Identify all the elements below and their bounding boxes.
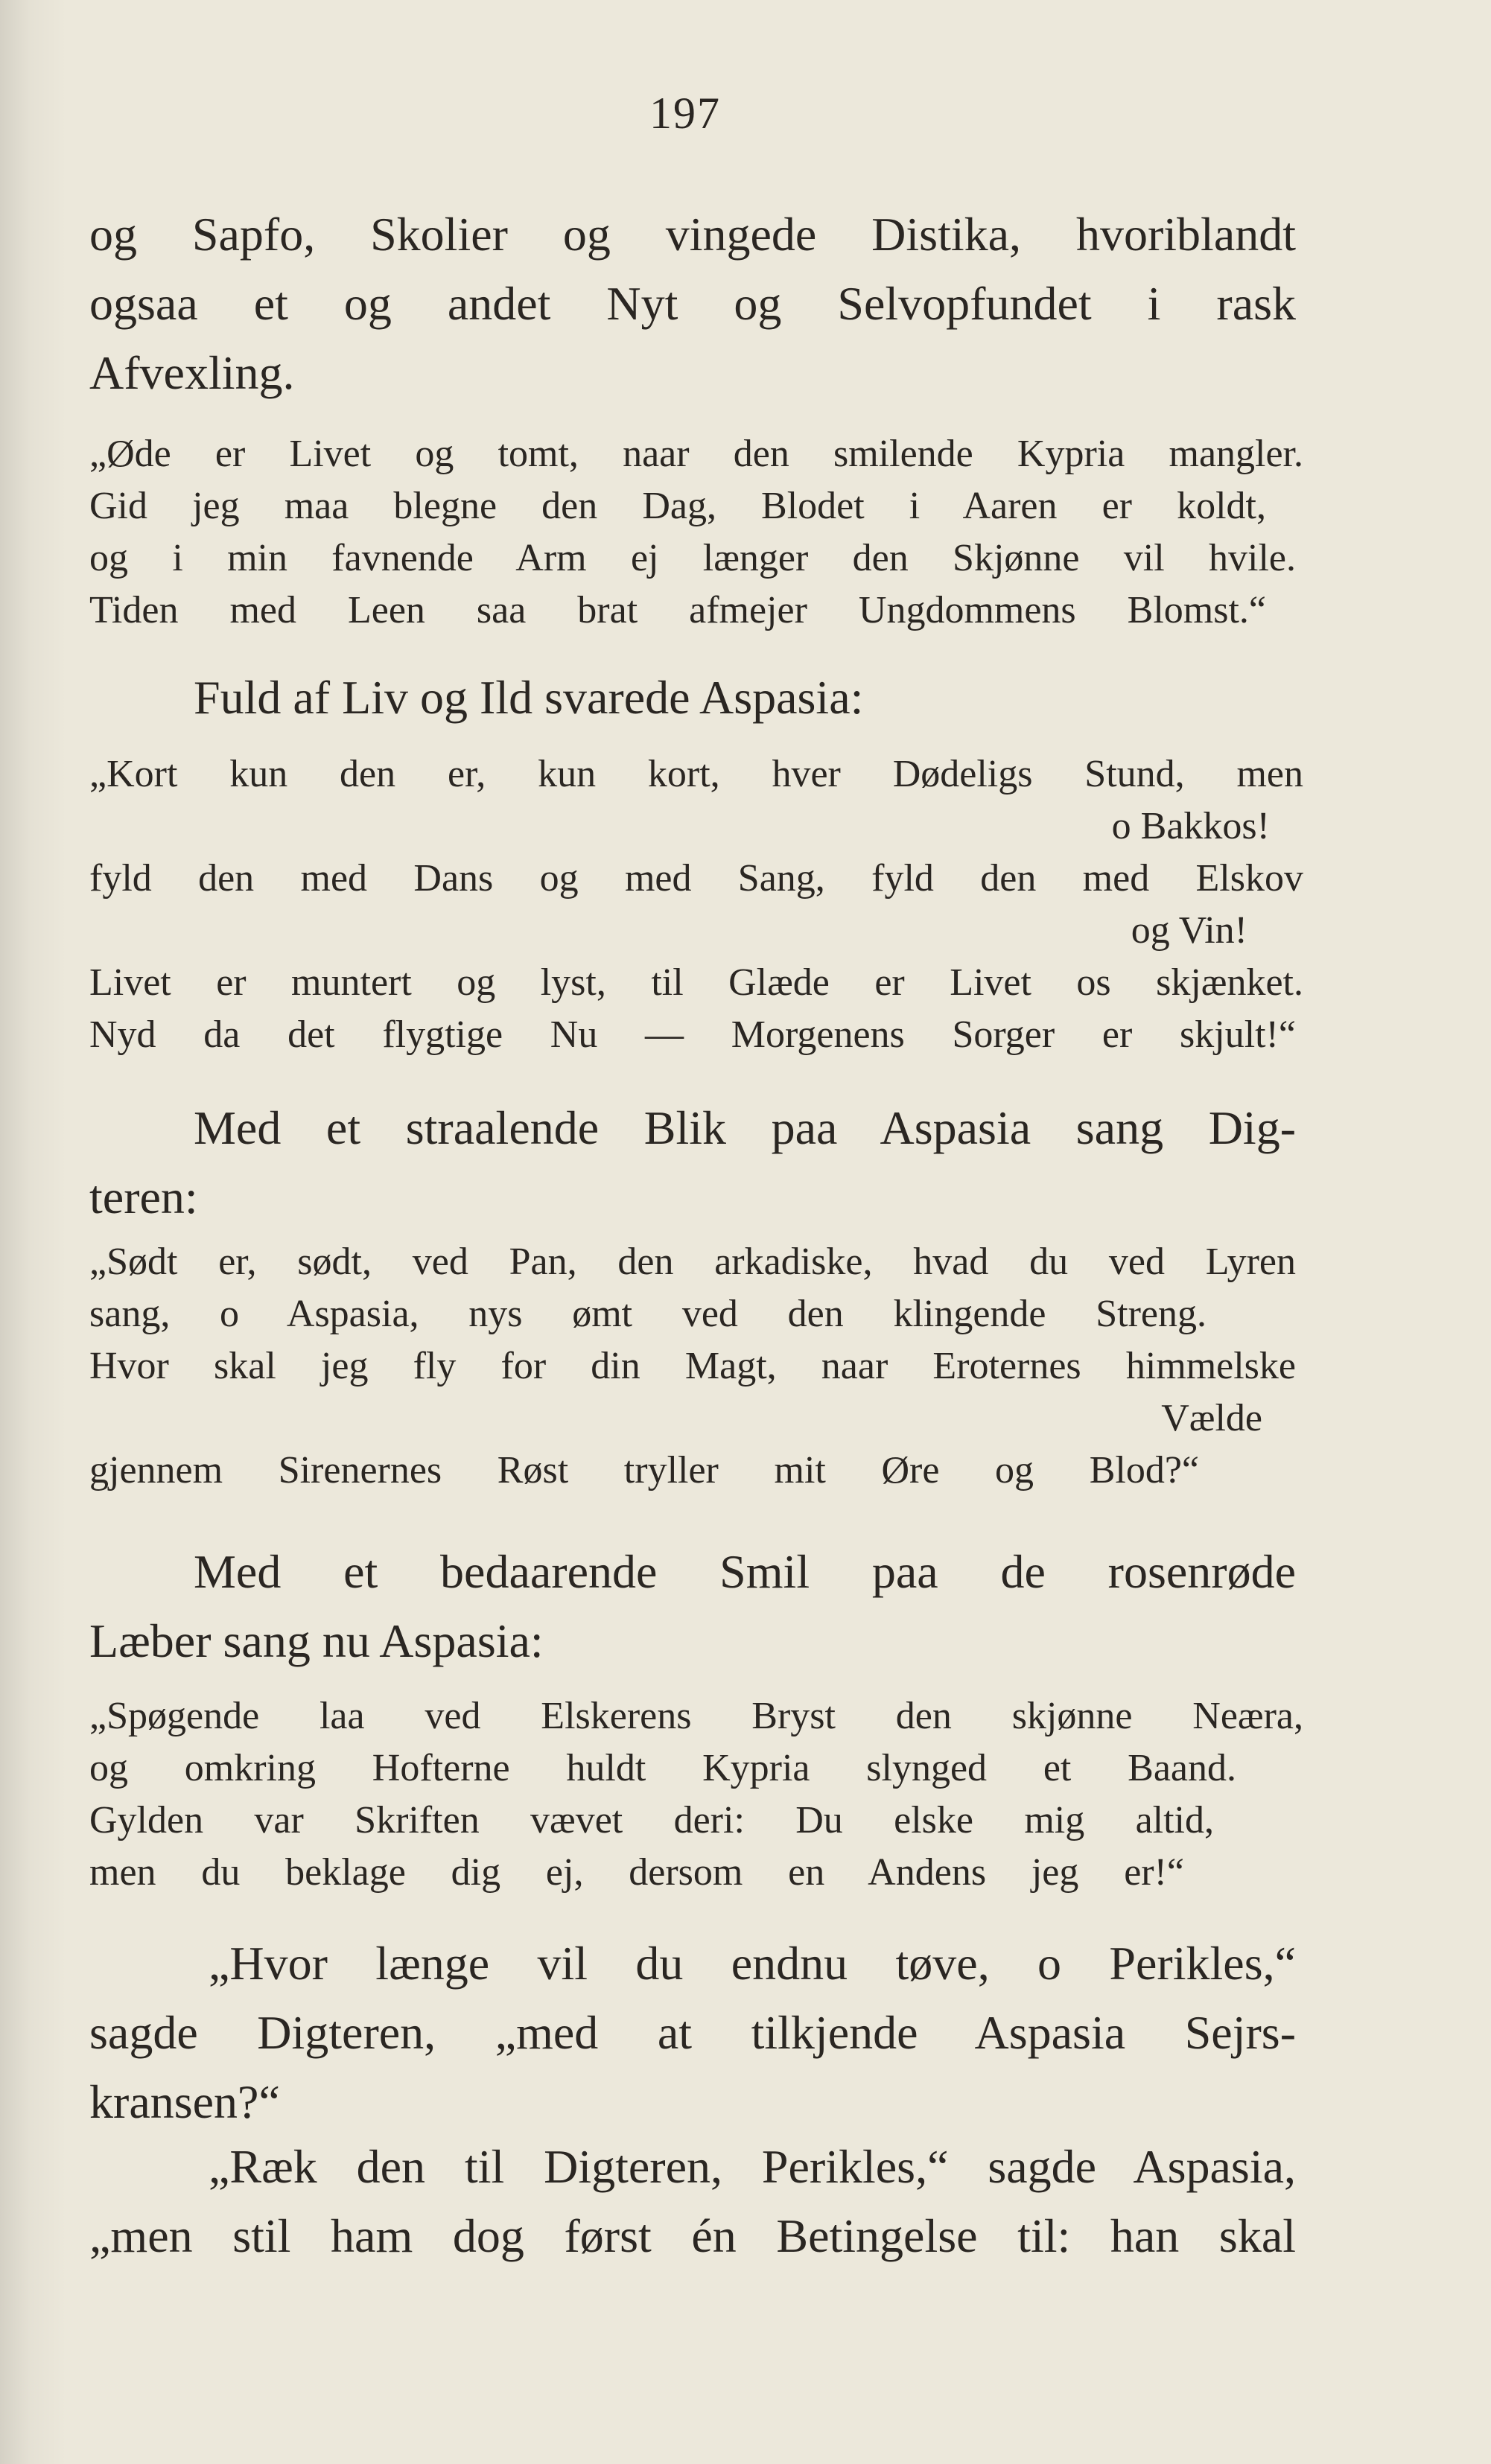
verse-line: „Sødt er, sødt, ved Pan, den arkadiske, hvad du ved Lyren — [89, 1241, 1296, 1283]
verse-line-continuation: og Vin! — [1131, 909, 1247, 952]
verse-line: gjennem Sirenernes Røst tryller mit Øre og Blod?“ — [89, 1449, 1199, 1492]
text-line: ogsaa et og andet Nyt og Selvopfundet i rask — [89, 277, 1296, 330]
text-line: „Ræk den til Digteren, Perikles,“ sagde Aspasia, — [209, 2140, 1296, 2193]
text-line: kransen?“ — [89, 2075, 280, 2128]
verse-1 — [89, 428, 1303, 637]
verse-line-continuation: o Bakkos! — [1111, 805, 1270, 847]
verse-line: men du beklage dig ej, dersom en Andens jeg er!“ — [89, 1851, 1184, 1894]
text-line: Med et straalende Blik paa Aspasia sang Dig- — [194, 1101, 1296, 1154]
text-line: Fuld af Liv og Ild svarede Aspasia: — [194, 671, 864, 724]
verse-line: Hvor skal jeg fly for din Magt, naar Eroternes himmelske — [89, 1345, 1296, 1387]
paragraph-5 — [89, 1929, 1296, 2136]
text-line: sagde Digteren, „med at tilkjende Aspasia Sejrs- — [89, 2006, 1296, 2059]
text-line: Med et bedaarende Smil paa de rosenrøde — [194, 1545, 1296, 1598]
verse-line: fyld den med Dans og med Sang, fyld den med Elskov — [89, 857, 1303, 900]
text-line: Læber sang nu Aspasia: — [89, 1614, 544, 1667]
text-line: Afvexling. — [89, 346, 295, 399]
text-line: „men stil ham dog først én Betingelse til: han skal — [89, 2209, 1296, 2262]
verse-line: Gylden var Skriften vævet deri: Du elske mig altid, — [89, 1799, 1214, 1841]
verse-line: og omkring Hofterne huldt Kypria slynged et Baand. — [89, 1747, 1236, 1789]
page-number: 197 — [649, 89, 721, 138]
verse-4 — [89, 1690, 1303, 1899]
verse-line: sang, o Aspasia, nys ømt ved den klingende Streng. — [89, 1293, 1207, 1335]
verse-line: Nyd da det flygtige Nu — Morgenens Sorger er skjult!“ — [89, 1013, 1296, 1056]
text-line: og Sapfo, Skolier og vingede Distika, hvoriblandt — [89, 208, 1296, 261]
text-line: teren: — [89, 1171, 198, 1223]
paragraph-3 — [89, 1093, 1296, 1232]
verse-line: Livet er muntert og lyst, til Glæde er Livet os skjænket. — [89, 961, 1303, 1004]
verse-line-continuation: Vælde — [1161, 1397, 1262, 1439]
text-line: „Hvor længe vil du endnu tøve, o Perikles,“ — [209, 1937, 1296, 1990]
verse-line: „Spøgende laa ved Elskerens Bryst den skjønne Neæra, — [89, 1695, 1303, 1737]
verse-line: „Øde er Livet og tomt, naar den smilende Kypria mangler. — [89, 433, 1303, 475]
paragraph-4 — [89, 1537, 1296, 1675]
paragraph-1 — [89, 200, 1296, 407]
verse-2 — [89, 748, 1303, 1061]
paragraph-2 — [89, 663, 1296, 732]
verse-line: Gid jeg maa blegne den Dag, Blodet i Aaren er koldt, — [89, 485, 1266, 527]
verse-line: og i min favnende Arm ej længer den Skjønne vil hvile. — [89, 537, 1296, 579]
paragraph-6 — [89, 2132, 1296, 2270]
verse-line: Tiden med Leen saa brat afmejer Ungdommens Blomst.“ — [89, 589, 1266, 631]
verse-3 — [89, 1236, 1296, 1497]
verse-line: „Kort kun den er, kun kort, hver Dødeligs Stund, men — [89, 753, 1303, 795]
